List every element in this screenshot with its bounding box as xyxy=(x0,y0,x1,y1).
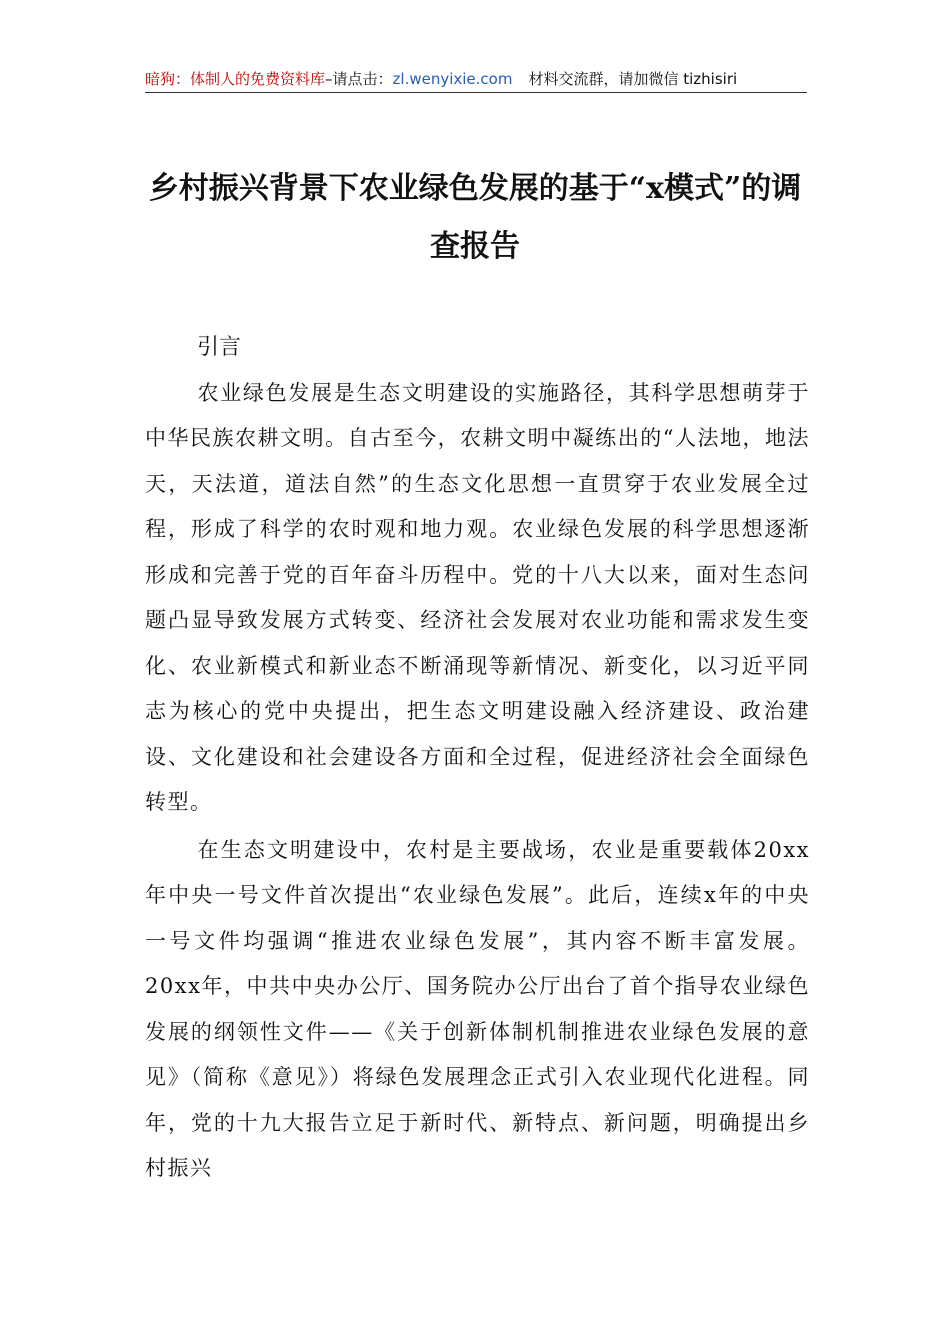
document-title: 乡村振兴背景下农业绿色发展的基于“x模式”的调查报告 xyxy=(148,171,802,264)
body-paragraph: 在生态文明建设中，农村是主要战场，农业是重要载体20xx年中央一号文件首次提出“农业绿色发展”。此后，连续x年的中央一号文件均强调“推进农业绿色发展”，其内容不断丰富发展。20xx年，中共中央办公厅、国务院办公厅出台了首个指导农业绿色发展的纲领性文件——《关于创新体制机制推进农业绿色发展的意见》（简称《意见》）将绿色发展理念正式引入农业现代化进程。同年，党的十九大报告立足于新时代、新特点、新问题，明确提出乡村振兴 xyxy=(145,837,810,1180)
header-site-name: 暗狗：体制人的免费资料库 xyxy=(145,70,326,88)
body-paragraph: 农业绿色发展是生态文明建设的实施路径，其科学思想萌芽于中华民族农耕文明。自古至今，农耕文明中凝练出的“人法地，地法天，天法道，道法自然”的生态文化思想一直贯穿于农业发展全过程，形成了科学的农时观和地力观。农业绿色发展的科学思想逐渐形成和完善于党的百年奋斗历程中。党的十八大以来，面对生态问题凸显导致发展方式转变、经济社会发展对农业功能和需求发生变化、农业新模式和新业态不断涌现等新情况、新变化，以习近平同志为核心的党中央提出，把生态文明建设融入经济建设、政治建设、文化建设和社会建设各方面和全过程，促进经济社会全面绿色转型。 xyxy=(145,380,810,814)
header-group-note: 材料交流群，请加微信 tizhisiri xyxy=(528,70,738,88)
header-link-prompt: –请点击： xyxy=(325,70,393,88)
section-heading: 引言 xyxy=(197,335,242,360)
document-body xyxy=(145,325,810,1192)
header-link-url[interactable]: zl.wenyixie.com xyxy=(392,70,513,88)
page-header xyxy=(145,66,807,93)
